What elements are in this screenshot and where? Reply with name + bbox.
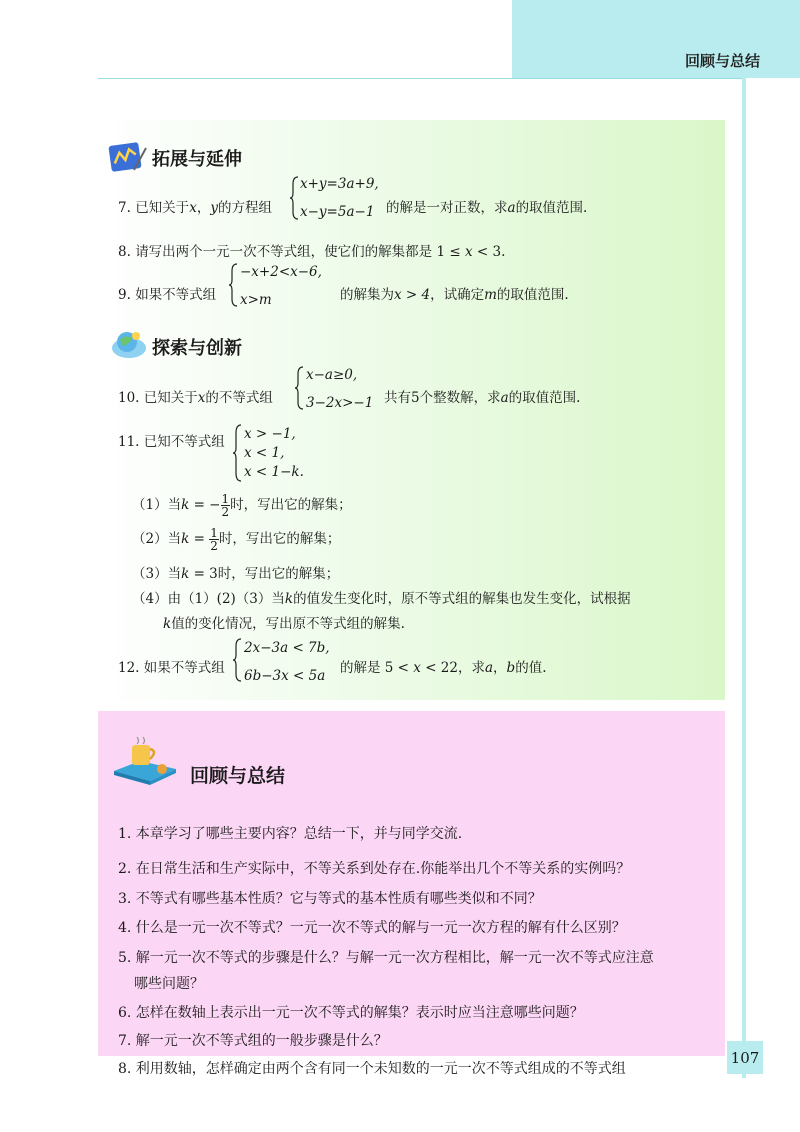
review-item-8: 8. 利用数轴，怎样确定由两个含有同一个未知数的一元一次不等式组成的不等式组	[118, 1061, 626, 1077]
q11-subquestion-4-continued: k值的变化情况，写出原不等式组的解集.	[163, 616, 405, 632]
q11-subquestion-2: （2）当k = $\frac{1}{2}$ 时，写出它的解集；	[132, 526, 341, 553]
review-item-4: 4. 什么是一元一次不等式？一元一次不等式的解与一元一次方程的解有什么区别？	[118, 920, 626, 936]
header-rule	[98, 78, 745, 79]
question-7: 7. 已知关于x，y的方程组	[118, 200, 272, 216]
brace-icon	[232, 424, 242, 482]
brace-icon	[294, 366, 304, 410]
q11-subquestion-1: （1）当k = − $\frac{1}{2}$ 时，写出它的解集；	[132, 492, 352, 519]
extension-title: 拓展与延伸	[152, 149, 242, 170]
q9-tail: 的解集为x > 4，试确定m的取值范围.	[340, 287, 569, 303]
q12-tail: 的解是 5 < x < 22，求a，b的值.	[340, 660, 547, 676]
q11-inequality-3: x < 1−k.	[244, 464, 304, 480]
q12-inequality-2: 6b−3x < 5a	[244, 668, 326, 684]
q11-subquestion-3: （3）当k = 3时，写出它的解集；	[132, 566, 340, 582]
question-11: 11. 已知不等式组	[118, 434, 225, 450]
q11-inequality-1: x > −1,	[244, 426, 296, 442]
side-bar	[742, 78, 746, 1078]
q7-equation-2: x−y=5a−1	[300, 204, 375, 220]
header-title: 回顾与总结	[684, 52, 760, 70]
review-item-7: 7. 解一元一次不等式组的一般步骤是什么？	[118, 1033, 388, 1049]
chart-icon	[108, 140, 148, 174]
review-title: 回顾与总结	[190, 765, 286, 787]
q10-inequality-1: x−a≥0,	[306, 367, 358, 383]
brace-icon	[232, 638, 242, 682]
book-and-cup-icon	[110, 735, 180, 785]
question-12: 12. 如果不等式组	[118, 660, 225, 676]
review-item-3: 3. 不等式有哪些基本性质？它与等式的基本性质有哪些类似和不同？	[118, 891, 542, 907]
q11-subquestion-4: （4）由（1）(2)（3）当k的值发生变化时，原不等式组的解集也发生变化，试根据	[132, 591, 631, 607]
q10-tail: 共有5个整数解，求a的取值范围.	[384, 390, 581, 406]
review-item-6: 6. 怎样在数轴上表示出一元一次不等式的解集？表示时应当注意哪些问题？	[118, 1005, 584, 1021]
review-item-1: 1. 本章学习了哪些主要内容？总结一下，并与同学交流.	[118, 826, 463, 842]
review-item-5: 5. 解一元一次不等式的步骤是什么？与解一元一次方程相比，解一元一次不等式应注意	[118, 950, 654, 966]
page-number: 107	[727, 1041, 763, 1074]
question-10: 10. 已知关于x的不等式组	[118, 390, 273, 406]
brace-icon	[228, 263, 238, 307]
q11-inequality-2: x < 1,	[244, 445, 285, 461]
q10-inequality-2: 3−2x>−1	[306, 395, 374, 411]
review-item-2: 2. 在日常生活和生产实际中，不等关系到处存在.你能举出几个不等关系的实例吗？	[118, 861, 631, 877]
review-item-5-continued: 哪些问题？	[134, 976, 204, 992]
q12-inequality-1: 2x−3a < 7b,	[244, 640, 330, 656]
brace-icon	[289, 176, 299, 220]
question-8: 8. 请写出两个一元一次不等式组，使它们的解集都是 1 ≤ x < 3.	[118, 244, 506, 260]
q7-equation-1: x+y=3a+9,	[300, 176, 379, 192]
q7-tail: 的解是一对正数，求a的取值范围.	[386, 200, 588, 216]
q9-inequality-1: −x+2<x−6,	[240, 264, 322, 280]
globe-icon	[110, 328, 148, 360]
explore-title: 探索与创新	[152, 338, 242, 359]
q9-inequality-2: x>m	[240, 292, 272, 308]
question-9: 9. 如果不等式组	[118, 287, 217, 303]
